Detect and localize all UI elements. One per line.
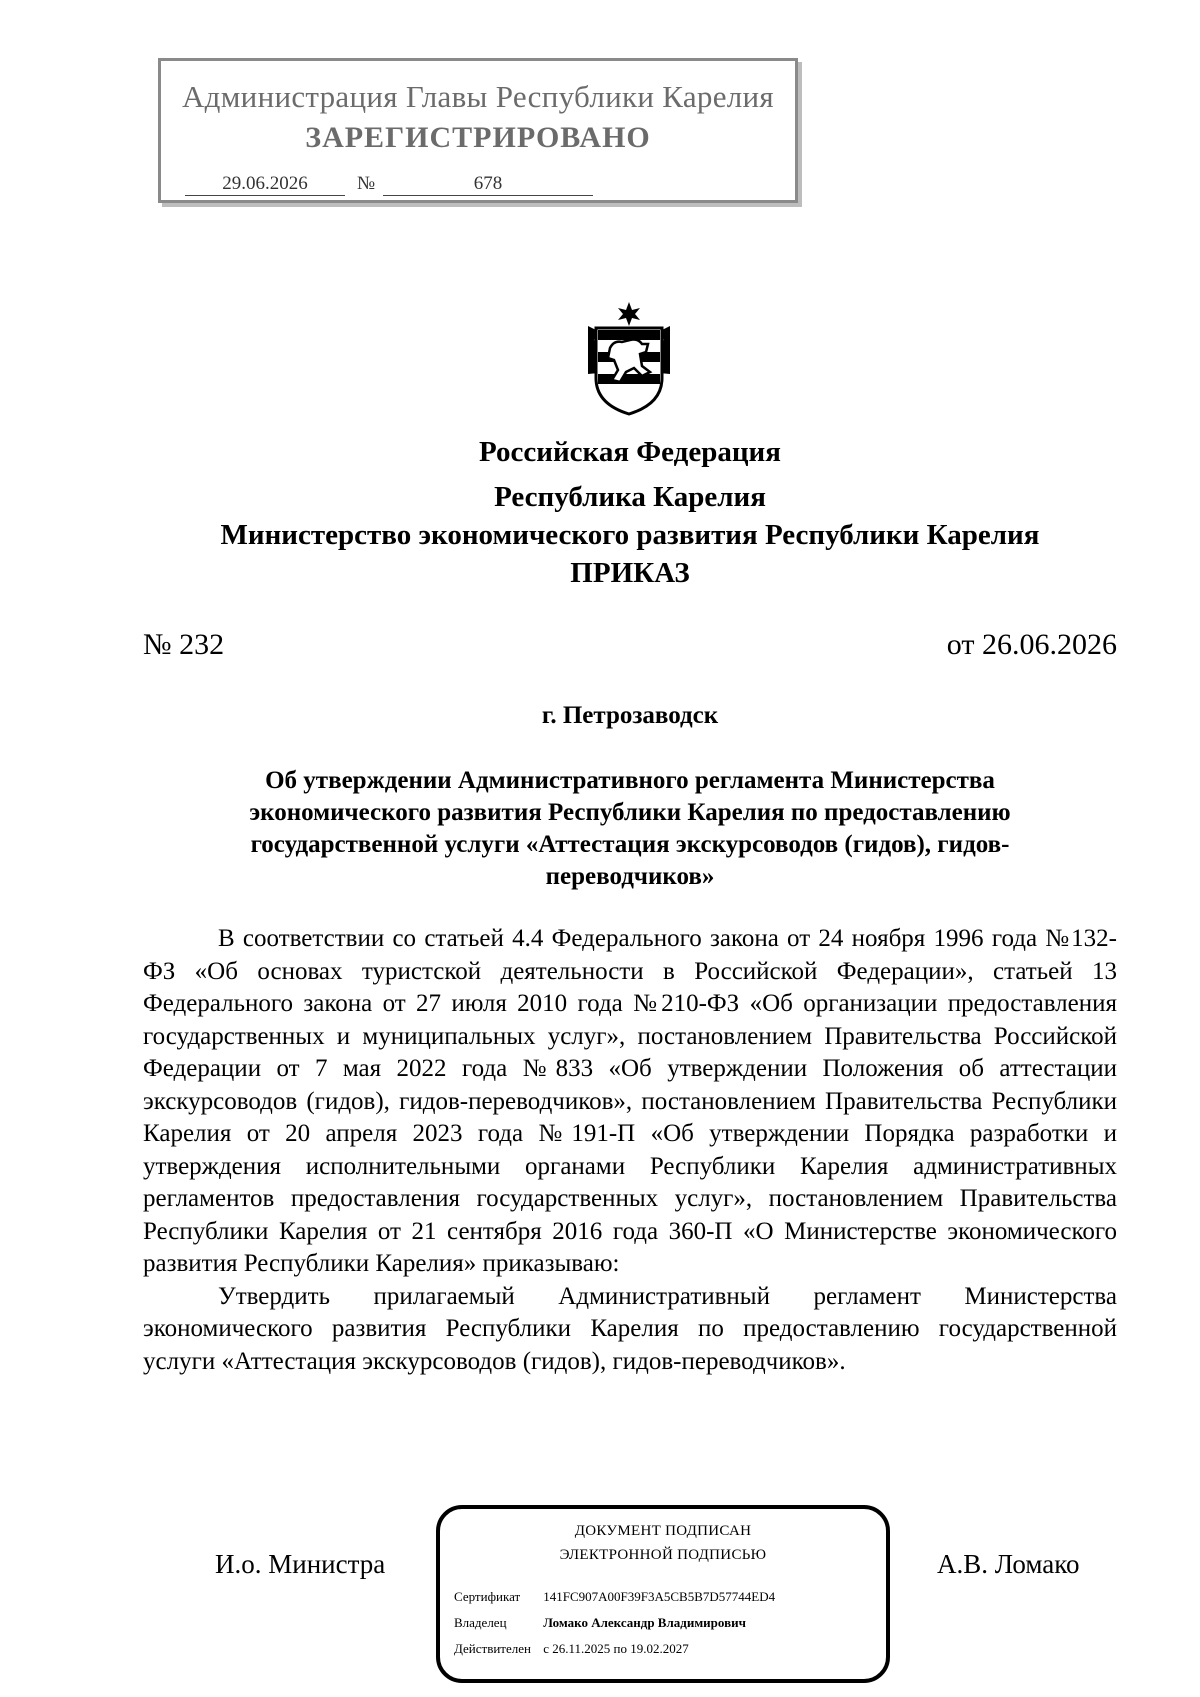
signatory-name: А.В. Ломако bbox=[937, 1549, 1080, 1579]
header-doc-type: ПРИКАЗ bbox=[570, 557, 690, 589]
header-republic: Республика Карелия bbox=[494, 481, 766, 513]
body-paragraph: Утвердить прилагаемый Административный регламент Министерства экономического развития Республики Карелия по предоставлению государственной услуги «Аттестация экскурсоводов (гидов), гидов-переводчиков». bbox=[143, 1282, 1117, 1375]
signatory-title: И.о. Министра bbox=[215, 1549, 386, 1579]
electronic-signature-stamp bbox=[436, 1505, 890, 1683]
esig-owner-row bbox=[454, 1615, 746, 1631]
order-number: № 232 bbox=[143, 628, 225, 661]
registration-stamp bbox=[158, 58, 798, 203]
order-subject: Об утверждении Административного регламента Министерства экономического развития Республики Карелия по предоставлению государственной услуги «Аттестация экскурсоводов (гидов), гидов-переводчиков» bbox=[249, 767, 1011, 890]
body-paragraph: В соответствии со статьей 4.4 Федерального закона от 24 ноября 1996 года №132-ФЗ «Об основах туристской деятельности в Российской Федерации», статьей 13 Федерального закона от 27 июля 2010 года №210-ФЗ «Об организации предоставления государственных и муниципальных услуг», постановлением Правительства Российской Федерации от 7 мая 2022 года №833 «Об утверждении Положения об аттестации экскурсоводов (гидов), гидов-переводчиков», постановлением Правительства Республики Карелия от 20 апреля 2023 года №191-П «Об утверждении Порядка разработки и утверждения исполнительными органами Республики Карелия административных регламентов предоставления государственных услуг», постановлением Правительства Республики Карелия от 21 сентября 2016 года 360-П «О Министерстве экономического развития Республики Карелия» приказываю: bbox=[143, 925, 1117, 1277]
esig-validity-label: Действителен bbox=[454, 1641, 531, 1656]
esig-validity-row bbox=[454, 1641, 689, 1657]
registration-status: ЗАРЕГИСТРИРОВАНО bbox=[305, 121, 651, 154]
order-body bbox=[143, 923, 1117, 1378]
header-ministry: Министерство экономического развития Республики Карелия bbox=[220, 519, 1040, 551]
esig-title-line1: ДОКУМЕНТ ПОДПИСАН bbox=[574, 1523, 752, 1539]
city: г. Петрозаводск bbox=[541, 702, 719, 729]
registration-number: 678 bbox=[383, 173, 593, 196]
registration-date: 29.06.2026 bbox=[185, 173, 345, 196]
esig-certificate-row bbox=[454, 1589, 775, 1605]
esig-title-line2: ЭЛЕКТРОННОЙ ПОДПИСЬЮ bbox=[559, 1547, 767, 1563]
esig-certificate-label: Сертификат bbox=[454, 1589, 521, 1604]
registration-organization: Администрация Главы Республики Карелия bbox=[182, 79, 774, 114]
esig-validity-value: с 26.11.2025 по 19.02.2027 bbox=[543, 1641, 689, 1656]
header-country: Российская Федерация bbox=[479, 436, 781, 468]
registration-number-label: № bbox=[357, 173, 376, 194]
karelia-coat-of-arms-icon bbox=[580, 300, 678, 418]
esig-owner-value: Ломако Александр Владимирович bbox=[543, 1615, 746, 1630]
esig-owner-label: Владелец bbox=[454, 1615, 507, 1630]
order-date: от 26.06.2026 bbox=[946, 628, 1117, 661]
esig-certificate-value: 141FC907A00F39F3A5CB5B7D57744ED4 bbox=[543, 1589, 776, 1604]
